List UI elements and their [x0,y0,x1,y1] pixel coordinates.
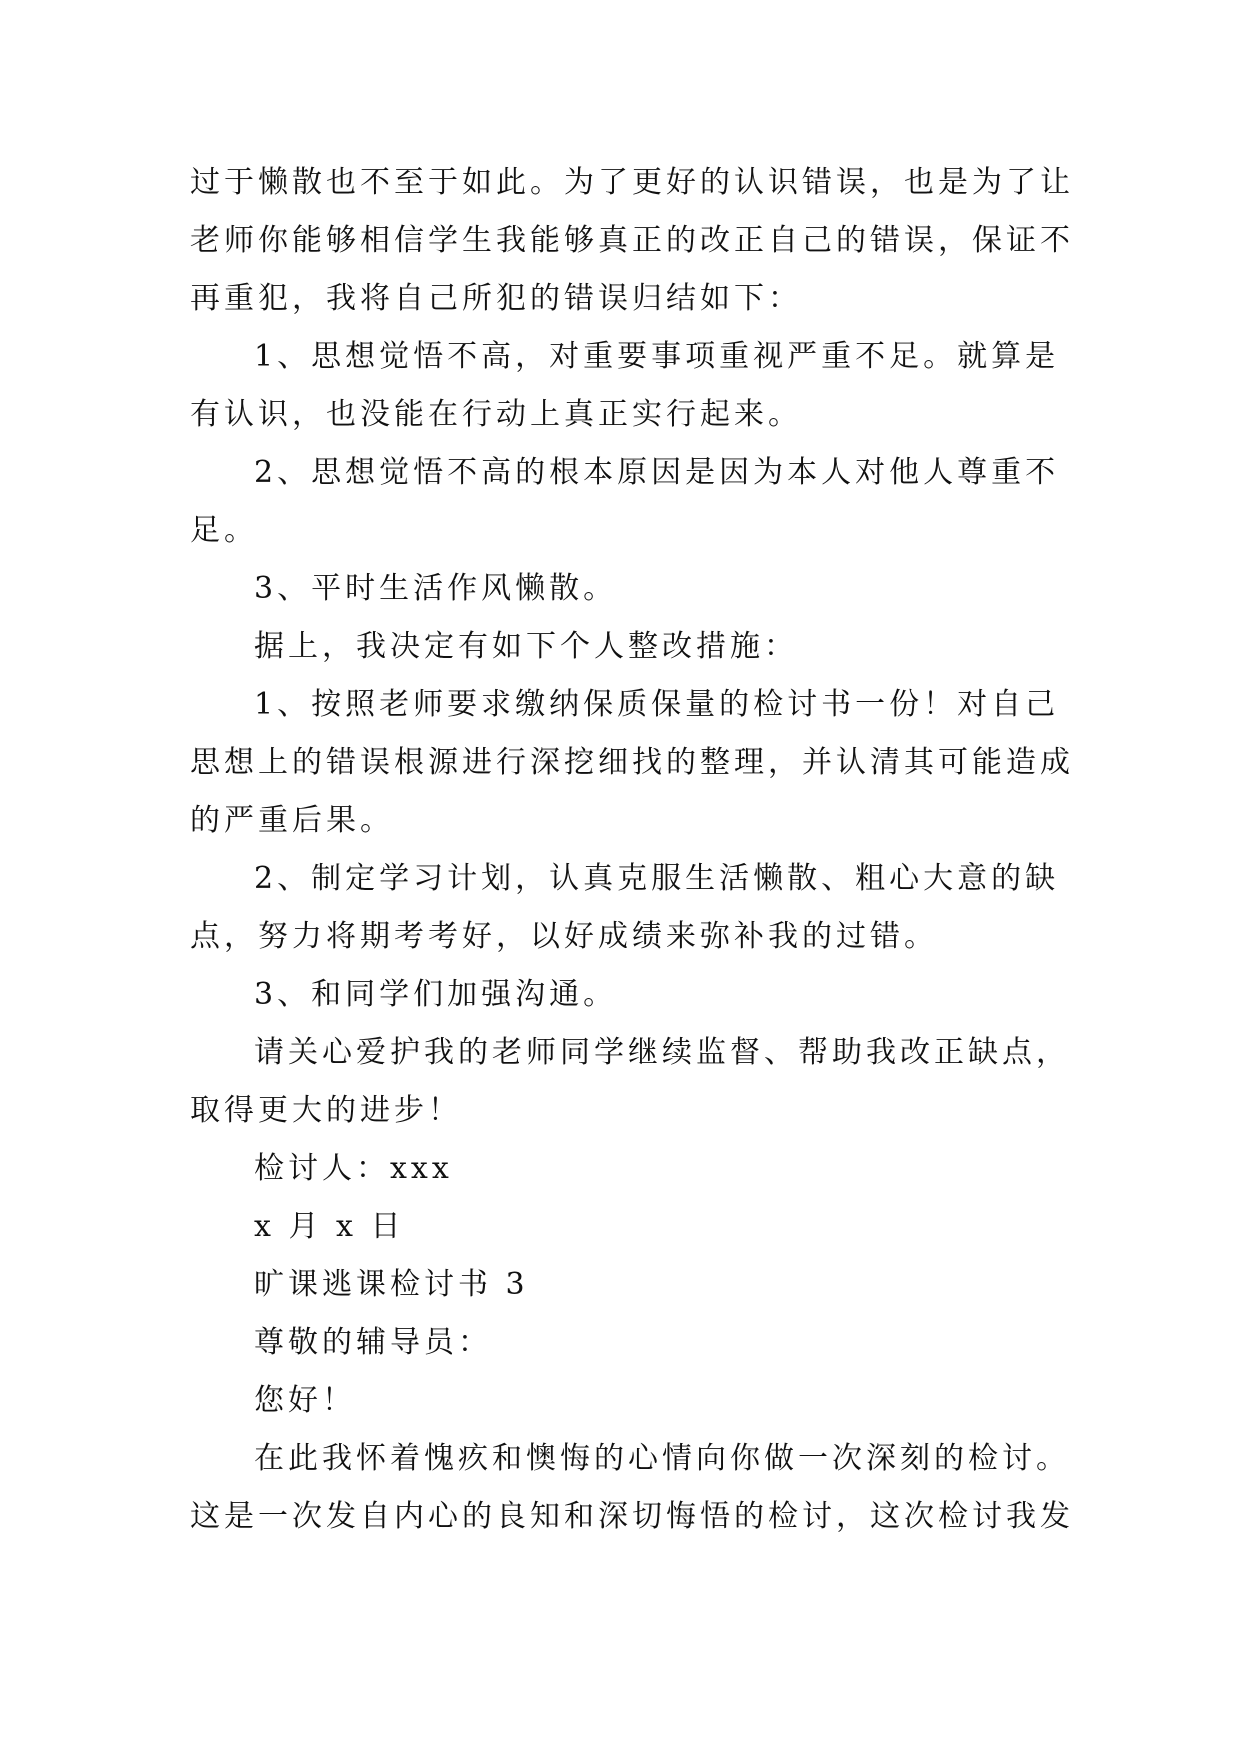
text-line: 1、按照老师要求缴纳保质保量的检讨书一份！对自己 [254,687,1060,722]
salutation: 尊敬的辅导员： [254,1325,492,1360]
text-line: 据上，我决定有如下个人整改措施： [254,629,798,664]
document-page [190,154,1074,1546]
text-line: 点，努力将期考考好，以好成绩来弥补我的过错。 [190,919,938,954]
date-line: x 月 x 日 [254,1209,405,1244]
text-line: 思想上的错误根源进行深挖细找的整理，并认清其可能造成 [190,745,1074,780]
text-line: 过于懒散也不至于如此。为了更好的认识错误，也是为了让 [190,165,1074,200]
greeting: 您好！ [254,1383,356,1418]
text-line: 再重犯，我将自己所犯的错误归结如下： [190,281,802,316]
text-line: 2、制定学习计划，认真克服生活懒散、粗心大意的缺 [254,861,1060,896]
text-line: 这是一次发自内心的良知和深切悔悟的检讨，这次检讨我发 [190,1499,1074,1534]
text-line: 请关心爱护我的老师同学继续监督、帮助我改正缺点， [254,1035,1070,1070]
text-line: 有认识，也没能在行动上真正实行起来。 [190,397,802,432]
text-line: 老师你能够相信学生我能够真正的改正自己的错误，保证不 [190,223,1074,258]
text-line: 足。 [190,513,258,548]
section-title: 旷课逃课检讨书 3 [254,1267,529,1302]
text-line: 的严重后果。 [190,803,394,838]
text-line: 在此我怀着愧疚和懊悔的心情向你做一次深刻的检讨。 [254,1441,1070,1476]
signature-line: 检讨人：xxx [254,1151,453,1186]
text-line: 取得更大的进步！ [190,1093,462,1128]
text-line: 3、平时生活作风懒散。 [254,571,618,606]
text-line: 1、思想觉悟不高，对重要事项重视严重不足。就算是 [254,339,1060,374]
text-line: 2、思想觉悟不高的根本原因是因为本人对他人尊重不 [254,455,1060,490]
text-line: 3、和同学们加强沟通。 [254,977,618,1012]
